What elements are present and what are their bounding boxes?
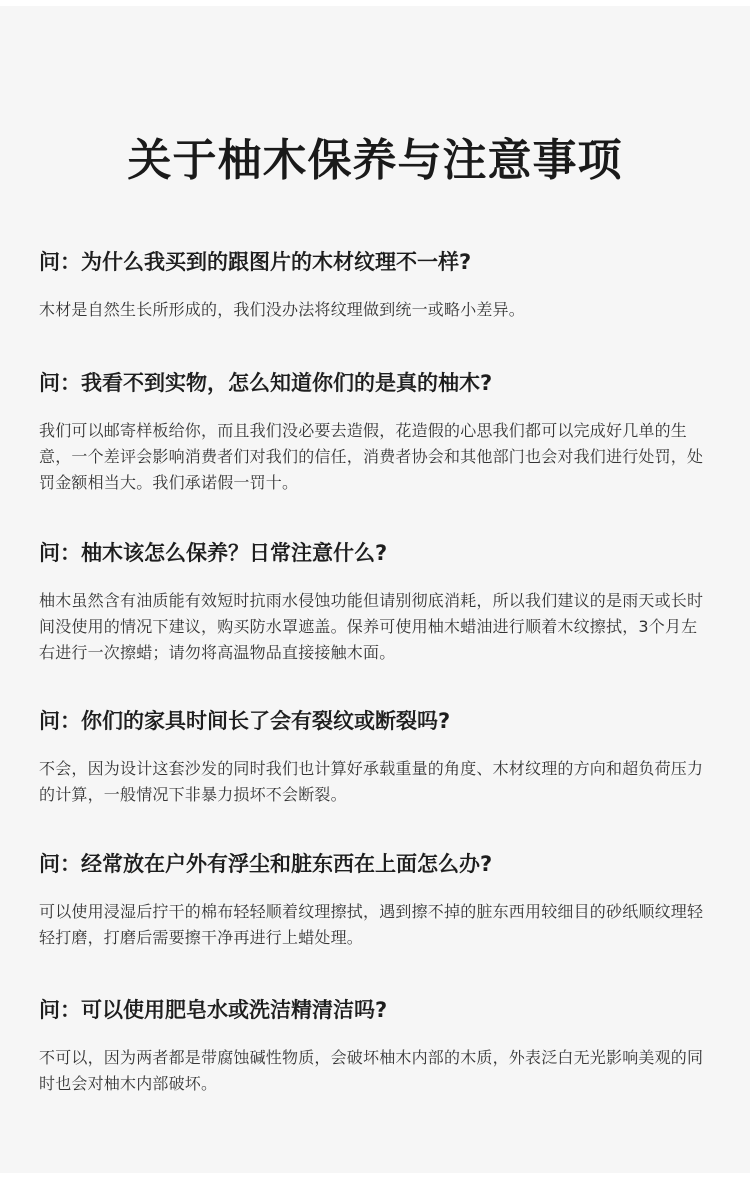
faq-answer: 不会，因为设计这套沙发的同时我们也计算好承载重量的角度、木材纹理的方向和超负荷压力的计算，一般情况下非暴力损坏不会断裂。 [39, 759, 704, 804]
faq-question: 问：可以使用肥皂水或洗洁精清洁吗? [39, 998, 388, 1022]
faq-answer: 木材是自然生长所形成的，我们没办法将纹理做到统一或略小差异。 [39, 300, 526, 319]
faq-question: 问：你们的家具时间长了会有裂纹或断裂吗? [39, 709, 451, 733]
faq-answer: 可以使用浸湿后拧干的棉布轻轻顺着纹理擦拭，遇到擦不掉的脏东西用较细目的砂纸顺纹理轻轻打磨，打磨后需要擦干净再进行上蜡处理。 [39, 902, 704, 947]
faq-question: 问：柚木该怎么保养？日常注意什么? [39, 541, 388, 565]
faq-answer: 柚木虽然含有油质能有效短时抗雨水侵蚀功能但请别彻底消耗，所以我们建议的是雨天或长时间没使用的情况下建议，购买防水罩遮盖。保养可使用柚木蜡油进行顺着木纹擦拭，3个月左右进行一次擦蜡；请勿将高温物品直接接触木面。 [39, 591, 704, 662]
faq-item-cleaning-dust [39, 849, 711, 951]
top-border [0, 0, 750, 6]
faq-question: 问：为什么我买到的跟图片的木材纹理不一样? [39, 250, 472, 274]
faq-item-authenticity [39, 368, 711, 496]
faq-item-cracks [39, 706, 711, 808]
bottom-border [0, 1173, 750, 1181]
faq-question: 问：我看不到实物，怎么知道你们的是真的柚木? [39, 371, 493, 395]
faq-answer: 不可以，因为两者都是带腐蚀碱性物质，会破坏柚木内部的木质，外表泛白无光影响美观的同时也会对柚木内部破坏。 [39, 1048, 704, 1093]
page-title: 关于柚木保养与注意事项 [127, 135, 623, 187]
faq-question: 问：经常放在户外有浮尘和脏东西在上面怎么办? [39, 852, 493, 876]
faq-item-wood-grain [39, 247, 711, 323]
faq-item-detergent [39, 995, 711, 1097]
faq-answer: 我们可以邮寄样板给你，而且我们没必要去造假，花造假的心思我们都可以完成好几单的生意，一个差评会影响消费者们对我们的信任，消费者协会和其他部门也会对我们进行处罚，处罚金额相当大。我们承诺假一罚十。 [39, 421, 704, 492]
faq-item-maintenance [39, 538, 711, 666]
